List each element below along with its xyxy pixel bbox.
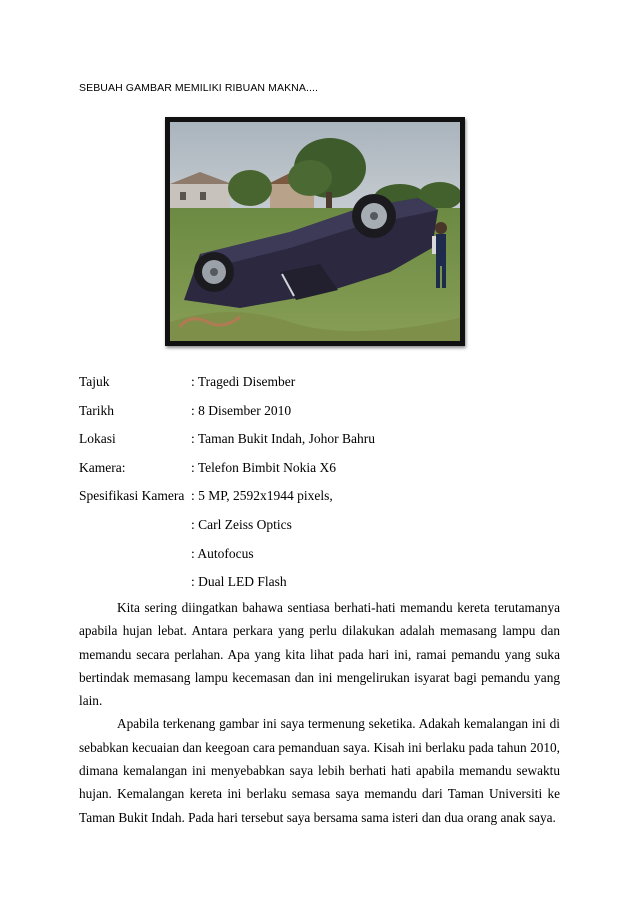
info-value: : Telefon Bimbit Nokia X6 bbox=[191, 459, 337, 475]
paragraph: Kita sering diingatkan bahawa sentiasa berhati-hati memandu kereta terutamanya apabila hujan lebat. Antara perkara yang perlu dilakukan adalah memasang lampu dan memandu secara perlahan. Apa yang kita lihat pada hari ini, ramai pemandu yang suka bertindak memasang lampu kecemasan dan ini mengelirukan isyarat bagi pemandu yang lain. bbox=[79, 600, 560, 709]
info-label: Lokasi bbox=[79, 431, 116, 447]
info-label: Spesifikasi Kamera bbox=[79, 488, 185, 504]
info-value: : Taman Bukit Indah, Johor Bahru bbox=[191, 431, 376, 447]
page-title: SEBUAH GAMBAR MEMILIKI RIBUAN MAKNA.... bbox=[79, 82, 319, 94]
info-label: Tarikh bbox=[79, 402, 115, 418]
info-value: : 8 Disember 2010 bbox=[191, 402, 292, 418]
info-label: Kamera: bbox=[79, 459, 126, 475]
accident-photo bbox=[165, 117, 465, 346]
info-value: : Autofocus bbox=[191, 545, 254, 561]
info-value: : 5 MP, 2592x1944 pixels, bbox=[191, 488, 333, 504]
overturned-car-photo-icon bbox=[170, 122, 460, 341]
info-value: : Tragedi Disember bbox=[191, 374, 296, 389]
info-label: Tajuk bbox=[79, 374, 110, 389]
info-value: : Carl Zeiss Optics bbox=[191, 516, 292, 532]
info-value: : Dual LED Flash bbox=[191, 574, 287, 590]
paragraph: Apabila terkenang gambar ini saya termenung seketika. Adakah kemalangan ini di sebabkan kecuaian dan keegoan cara pemanduan saya. Kisah ini berlaku pada tahun 2010, dimana kemalangan ini menyebabkan saya lebih berhati hati apabila memandu sewaktu hujan. Kemalangan kereta ini berlaku semasa saya memandu dari Taman Universiti ke Taman Bukit Indah. Pada hari tersebut saya bersama sama isteri dan dua orang anak saya. bbox=[79, 716, 560, 825]
body-text bbox=[79, 596, 560, 829]
